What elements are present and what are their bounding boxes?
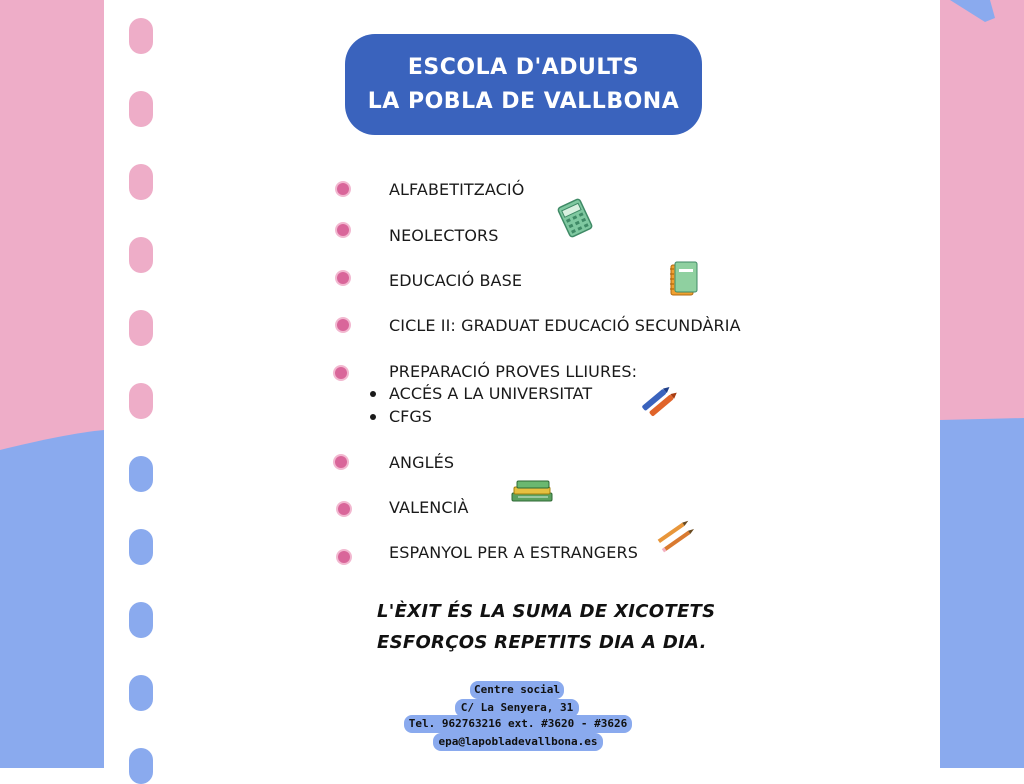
course-item: ALFABETITZACIÓ	[389, 180, 525, 199]
bullet-dot-icon	[337, 183, 349, 195]
quote-line-1: L'ÈXIT ÉS LA SUMA DE XICOTETS	[377, 601, 716, 622]
bullet-dot-icon	[337, 319, 349, 331]
calculator-icon	[555, 198, 595, 238]
title-line-2: LA POBLA DE VALLBONA	[367, 88, 680, 114]
course-item: EDUCACIÓ BASE	[389, 271, 523, 290]
binder-hole	[129, 456, 153, 492]
bullet-dot-icon	[338, 551, 350, 563]
binder-hole	[129, 18, 153, 54]
course-item: VALENCIÀ	[389, 498, 469, 517]
page-title	[345, 34, 702, 135]
bullet-dot-icon	[337, 272, 349, 284]
course-item: NEOLECTORS	[389, 226, 499, 245]
contact-phone: Tel. 962763216 ext. #3620 - #3626	[404, 715, 632, 733]
binder-hole	[129, 748, 153, 784]
notebook-icon	[667, 260, 699, 298]
course-item: ESPANYOL PER A ESTRANGERS	[389, 543, 638, 562]
pencils-icon	[656, 516, 698, 556]
course-item: PREPARACIÓ PROVES LLIURES:	[389, 362, 638, 381]
course-sub-item: ACCÉS A LA UNIVERSITAT	[389, 384, 593, 403]
binder-hole	[129, 91, 153, 127]
binder-hole	[129, 675, 153, 711]
binder-hole	[129, 602, 153, 638]
title-line-1: ESCOLA D'ADULTS	[407, 54, 640, 80]
bullet-dot-icon	[338, 503, 350, 515]
quote-line-2: ESFORÇOS REPETITS DIA A DIA.	[377, 632, 707, 653]
bullet-dot-icon	[337, 224, 349, 236]
bullet-dot-icon	[335, 367, 347, 379]
sub-bullet-icon	[370, 414, 376, 420]
binder-hole	[129, 164, 153, 200]
contact-email: epa@lapobladevallbona.es	[433, 733, 603, 751]
course-sub-item: CFGS	[389, 407, 432, 426]
motivational-quote	[377, 596, 717, 658]
crayons-icon	[638, 384, 680, 418]
binder-hole	[129, 310, 153, 346]
contact-address: C/ La Senyera, 31	[455, 699, 579, 717]
course-item: ANGLÉS	[389, 453, 455, 472]
course-item: CICLE II: GRADUAT EDUCACIÓ SECUNDÀRIA	[389, 316, 741, 335]
binder-hole	[129, 383, 153, 419]
sub-bullet-icon	[370, 391, 376, 397]
binder-hole	[129, 529, 153, 565]
bullet-dot-icon	[335, 456, 347, 468]
binder-hole	[129, 237, 153, 273]
books-stack-icon	[508, 478, 556, 504]
contact-venue: Centre social	[470, 681, 564, 699]
